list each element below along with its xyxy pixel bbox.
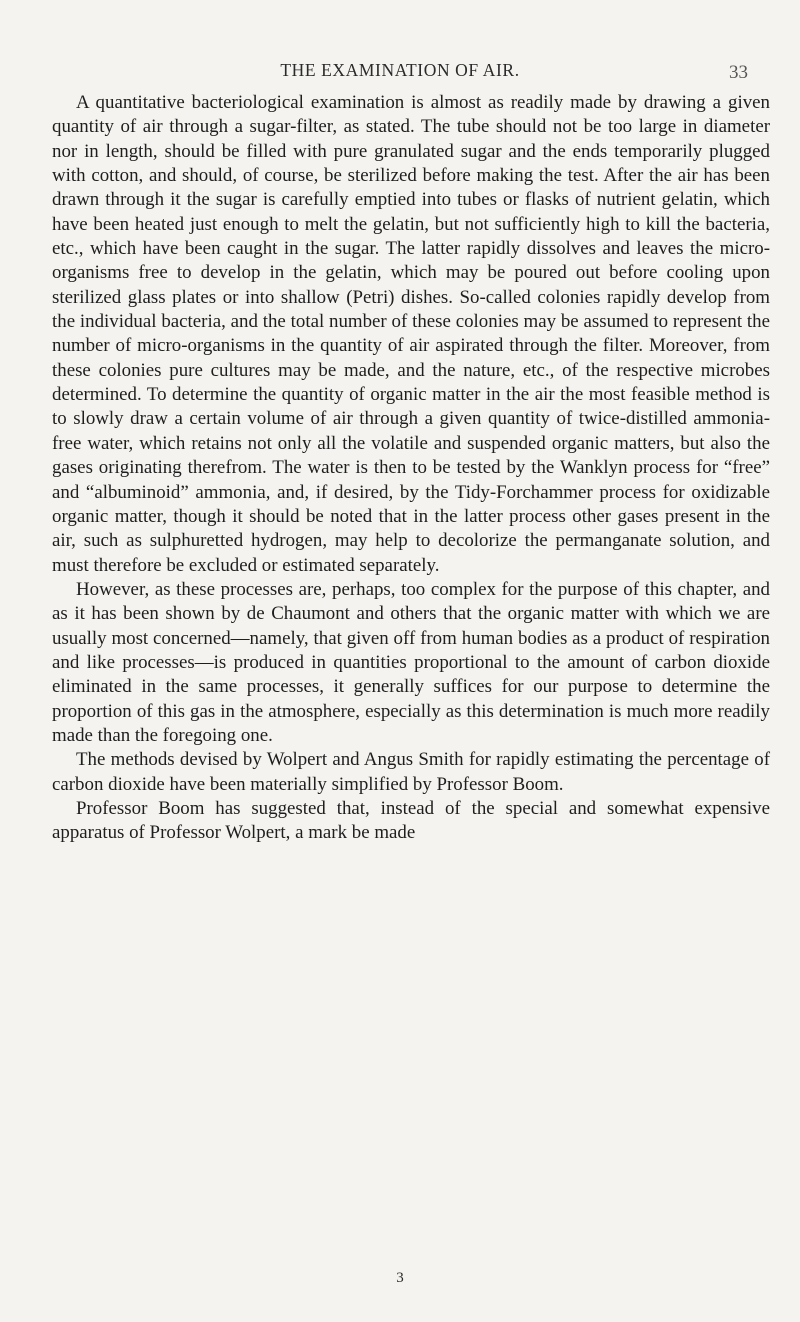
page-number: 33 — [729, 62, 748, 83]
paragraph: However, as these processes are, perhaps, too complex for the purpose of this chapter, and as it has been shown by de Chaumont and others that the organic matter with which we are usually most concerned—namely, that given off from human bodies as a product of respiration and like processes—is produced in quantities proportional to the amount of carbon dioxide eliminated in the same processes, it generally suffices for our purpose to determine the proportion of this gas in the atmosphere, especially as this determination is much more readily made than the foregoing one. — [52, 578, 770, 746]
paragraph: The methods devised by Wolpert and Angus Smith for rapidly estimating the percentage of carbon dioxide have been materially simplified by Professor Boom. — [52, 749, 770, 795]
paragraph: Professor Boom has suggested that, instead of the special and somewhat expensive apparatus of Professor Wolpert, a mark be made — [52, 797, 770, 844]
running-head: THE EXAMINATION OF AIR. — [280, 60, 520, 80]
signature-mark: 3 — [396, 1270, 404, 1286]
body-text — [52, 91, 770, 846]
page-header — [0, 60, 800, 84]
paragraph: A quantitative bacteriological examination is almost as readily made by drawing a given quantity of air through a sugar-filter, as stated. The tube should not be too large in diameter nor in length, should be filled with pure granulated sugar and the ends temporarily plugged with cotton, and should, of course, be sterilized before making the test. After the air has been drawn through it the sugar is carefully emptied into tubes or flasks of nutrient gelatin, which have been heated just enough to melt the gelatin, but not sufficiently high to kill the bacteria, etc., which have been caught in the sugar. The latter rapidly dissolves and leaves the micro-organisms free to develop in the gelatin, which may be poured out before cooling upon sterilized glass plates or into shallow (Petri) dishes. So-called colonies rapidly develop from the individual bacteria, and the total number of these colonies may be assumed to represent the number of micro-organisms in the quantity of air aspirated through the filter. Moreover, from these colonies pure cultures may be made, and the nature, etc., of the respective microbes determined. To determine the quantity of organic matter in the air the most feasible method is to slowly draw a certain volume of air through a given quantity of twice-distilled ammonia-free water, which retains not only all the volatile and suspended organic matters, but also the gases originating therefrom. The water is then to be tested by the Wanklyn process for “free” and “albuminoid” ammonia, and, if desired, by the Tidy-Forchammer process for oxidizable organic matter, though it should be noted that in the latter process other gases present in the air, such as sulphuretted hydrogen, may help to decolorize the permanganate solution, and must therefore be excluded or estimated separately. — [52, 92, 770, 576]
